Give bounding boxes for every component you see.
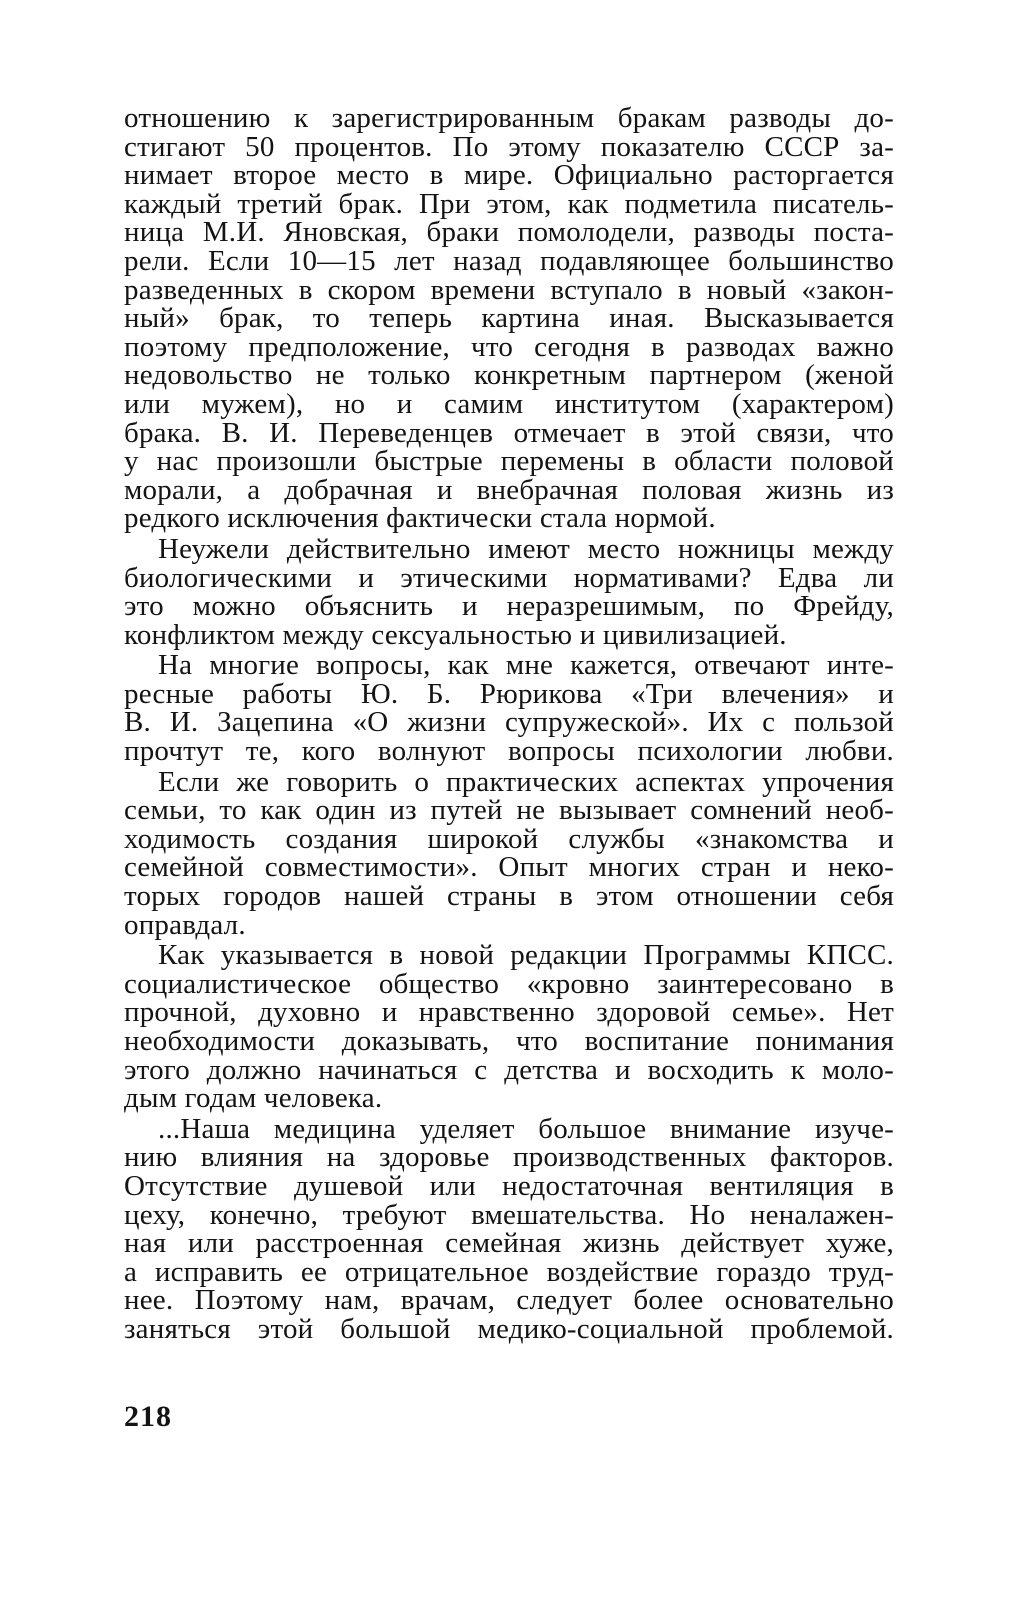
text-line: прочной, духовно и нравственно здоровой семье». Нет	[124, 996, 894, 1029]
book-page-text	[124, 104, 894, 1344]
text-line: редкого исключения фактически стала нормой.	[124, 502, 716, 535]
paragraph-biology-ethics	[124, 532, 894, 651]
text-line: ная или расстроенная семейная жизнь действует хуже,	[124, 1227, 894, 1260]
text-line: Как указывается в новой редакции Программы КПСС.	[158, 939, 894, 972]
text-line: На многие вопросы, как мне кажется, отвечают инте-	[158, 649, 894, 682]
text-line: недовольство не только конкретным партнером (женой	[124, 359, 894, 392]
text-line: дым годам человека.	[124, 1082, 383, 1115]
text-line: ница М.И. Яновская, браки помолодели, разводы поста-	[124, 216, 894, 249]
paragraph-party-program	[124, 941, 894, 1113]
text-line: прочтут те, кого волнуют вопросы психологии любви.	[124, 735, 894, 768]
text-line: нимает второе место в мире. Официально расторгается	[124, 159, 894, 192]
text-line: биологическими и этическими нормативами? Едва ли	[124, 561, 894, 594]
text-line: нию влияния на здоровье производственных факторов.	[124, 1141, 894, 1174]
paragraph-family-services	[124, 765, 894, 941]
text-line: оправдал.	[124, 908, 246, 941]
text-line: семьи, то как один из путей не вызывает сомнений необ-	[124, 794, 894, 827]
text-line: Отсутствие душевой или недостаточная вентиляция в	[124, 1169, 894, 1202]
text-line: а исправить ее отрицательное воздействие гораздо труд-	[124, 1255, 894, 1288]
text-line: стигают 50 процентов. По этому показателю СССР за-	[124, 130, 894, 163]
text-line: Если же говорить о практических аспектах упрочения	[158, 765, 894, 798]
text-line: морали, а добрачная и внебрачная половая жизнь из	[124, 473, 894, 506]
text-line: В. И. Зацепина «О жизни супружеской». Их с пользой	[124, 706, 894, 739]
text-line: ...Наша медицина уделяет большое внимание изуче-	[158, 1112, 894, 1145]
page-number: 218	[124, 1400, 172, 1433]
text-line: или мужем), но и самим институтом (характером)	[124, 387, 894, 420]
text-line: ресные работы Ю. Б. Рюрикова «Три влечения» и	[124, 677, 894, 710]
text-line: разведенных в скором времени вступало в новый «закон-	[124, 273, 894, 306]
text-line: семейной совместимости». Опыт многих стран и неко-	[124, 851, 894, 884]
text-line: ный» брак, то теперь картина иная. Высказывается	[124, 302, 894, 335]
text-line: необходимости доказывать, что воспитание понимания	[124, 1025, 894, 1057]
text-line: рели. Если 10—15 лет назад подавляющее большинство	[124, 244, 894, 277]
text-line: каждый третий брак. При этом, как подметила писатель-	[124, 187, 894, 220]
text-line: поэтому предположение, что сегодня в разводах важно	[124, 330, 894, 363]
paragraph-medicine	[124, 1112, 894, 1345]
text-line: социалистическое общество «кровно заинтересовано в	[124, 967, 894, 1000]
text-line: брака. В. И. Переведенцев отмечает в этой связи, что	[124, 416, 894, 449]
text-line: отношению к зарегистрированным бракам разводы до-	[124, 102, 894, 134]
paragraph-divorce-statistics	[124, 104, 894, 533]
paragraph-recommended-works	[124, 649, 894, 768]
text-line: цеху, конечно, требуют вмешательства. Но неналажен-	[124, 1198, 894, 1231]
text-line: у нас произошли быстрые перемены в области половой	[124, 445, 894, 478]
text-line: Неужели действительно имеют место ножницы между	[158, 532, 894, 565]
text-line: нее. Поэтому нам, врачам, следует более основательно	[124, 1284, 894, 1317]
text-line: ходимость создания широкой службы «знакомства и	[124, 822, 894, 855]
text-line: это можно объяснить и неразрешимым, по Фрейду,	[124, 590, 894, 623]
text-line: конфликтом между сексуальностью и цивилизацией.	[124, 618, 787, 651]
text-line: торых городов нашей страны в этом отношении себя	[124, 880, 894, 913]
text-line: этого должно начинаться с детства и восходить к моло-	[124, 1053, 894, 1086]
text-line: заняться этой большой медико-социальной проблемой.	[124, 1312, 894, 1345]
